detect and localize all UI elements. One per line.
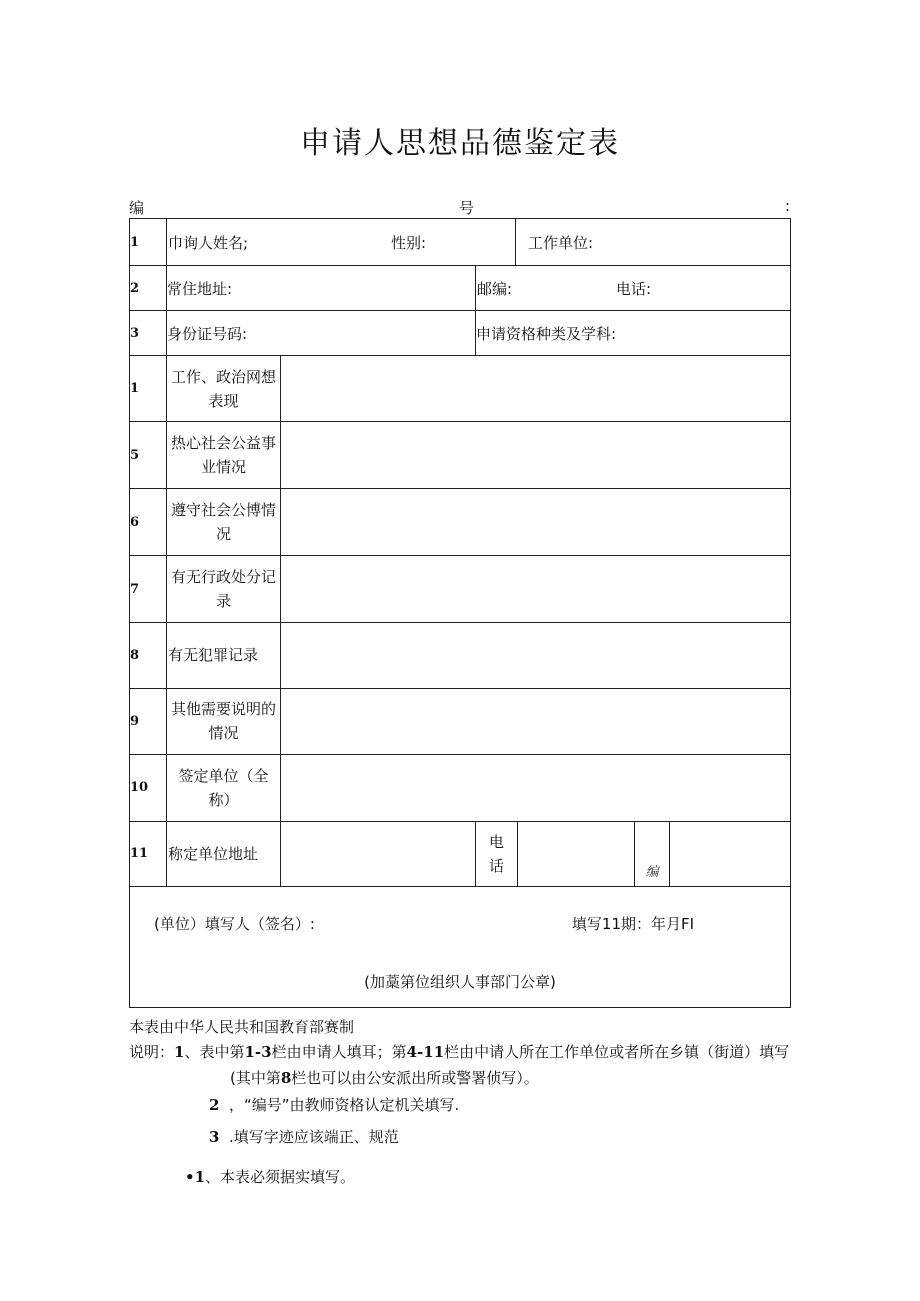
row-index: 3 [130,311,167,356]
criminal-record-label: 有无犯罪记录 [167,623,281,688]
form-row-2 [130,266,791,311]
unit-phone-value [518,821,635,886]
postcode-mark: 编 [645,864,659,880]
number-row [129,197,790,217]
unit-phone-label [476,821,518,886]
note-number: 2 [209,1096,220,1114]
form-row-4 [130,356,791,422]
form-row-5 [130,422,791,489]
admin-penalty-label [167,556,281,623]
work-unit-label: 工作单位: [528,233,594,252]
form-row-3 [130,311,791,356]
signature-cell [130,886,791,1007]
label-line-2: 话 [488,856,504,875]
work-political-value [281,356,791,422]
public-welfare-label [167,422,281,489]
note-text: 、本表必须据实填写。 [205,1168,356,1186]
number-label-left: 编 [129,199,145,217]
work-political-label [167,356,281,422]
note-text: 栏也可以由公安派出所或警署侦写）。 [291,1069,539,1087]
filler-signature-label: (单位）填写人（签名）: [154,914,315,933]
note-1-continued [230,1067,539,1088]
label-line-2: 况 [215,525,231,544]
note-number: 1 [174,1043,185,1061]
social-ethics-label [167,489,281,556]
note-range: 4-11 [406,1043,445,1061]
note-text: ，“编号”由教师资格认定机关填写. [228,1096,460,1114]
row-index: 6 [130,489,167,556]
row-index: 10 [130,754,167,821]
note-text: 栏由中请人所在工作单位或者所在乡镇（街道）填写 [444,1043,790,1061]
label-line-2: 表现 [208,391,239,410]
row-index: 1 [130,356,167,422]
appraisal-form-table [129,218,791,1008]
note-prefix: 说明： [129,1043,175,1061]
label-line-1: 工作、政治网想 [170,367,276,386]
note-number: 3 [209,1128,220,1146]
address-label: 常住地址: [167,266,476,311]
row-index: 9 [130,688,167,754]
appraising-unit-label [167,754,281,821]
label-line-1: 电 [488,832,504,851]
label-line-2: 称） [208,790,239,809]
social-ethics-value [281,489,791,556]
note-number: 8 [280,1069,292,1087]
form-row-11 [130,821,791,886]
other-notes-value [281,688,791,754]
row-index: 11 [130,821,167,886]
label-line-2: 情况 [208,724,239,743]
public-welfare-value [281,422,791,489]
form-row-8 [130,623,791,688]
unit-address-value [281,821,476,886]
form-row-9 [130,688,791,754]
note-number: •1 [185,1168,206,1186]
label-line-2: 录 [215,592,231,611]
row-index: 7 [130,556,167,623]
criminal-record-value [281,623,791,688]
note-text: (其中第 [230,1069,281,1087]
qualification-label: 申请资格种类及学科: [476,311,791,356]
signature-row [130,886,791,1007]
label-line-1: 其他需要说明的 [170,700,276,719]
cell-divider [515,219,516,265]
row-index: 1 [130,219,167,266]
postcode-phone-cell [476,266,791,311]
note-text: 、表中第 [184,1043,245,1061]
form-row-7 [130,556,791,623]
note-4 [185,1166,355,1187]
form-row-1 [130,219,791,266]
label-line-1: 有无行政处分记 [170,568,276,587]
other-notes-label [167,688,281,754]
applicant-name-label: 巾询人姓名; [168,233,249,252]
made-by-line: 本表由中华人民共和国教育部赛制 [129,1018,355,1036]
note-text: 栏由申请人填耳；第 [271,1043,407,1061]
admin-penalty-value [281,556,791,623]
official-stamp-label: (加藁第位组织人事部门公章) [364,972,556,991]
appraising-unit-value [281,754,791,821]
phone-label: 电话: [616,279,652,298]
note-text: .填写字迹应该端正、规范 [228,1128,399,1146]
row-index: 5 [130,422,167,489]
label-line-1: 热心社会公益事 [170,434,276,453]
unit-address-label: 称定单位地址 [167,821,281,886]
page-title: 申请人思想品德鉴定表 [300,126,620,161]
form-row-10 [130,754,791,821]
note-range: 1-3 [244,1043,272,1061]
label-line-1: 遵守社会公博情 [170,501,276,520]
form-row-6 [130,489,791,556]
row-index: 2 [130,266,167,311]
number-colon: : [784,197,790,215]
note-3 [209,1126,399,1147]
number-label-mid: 号 [459,199,475,217]
applicant-info-cell [167,219,791,266]
unit-postcode-value [670,821,791,886]
id-number-label: 身份证号码: [167,311,476,356]
postcode-label: 邮编: [477,279,513,298]
note-1 [129,1041,789,1062]
label-line-2: 业情况 [200,458,246,477]
fill-date-label: 填写11期：年月FI [571,914,695,933]
row-index: 8 [130,623,167,688]
unit-postcode-label [635,821,670,886]
label-line-1: 签定单位（全 [178,766,269,785]
note-2 [209,1094,459,1115]
gender-label: 性别: [391,233,427,252]
